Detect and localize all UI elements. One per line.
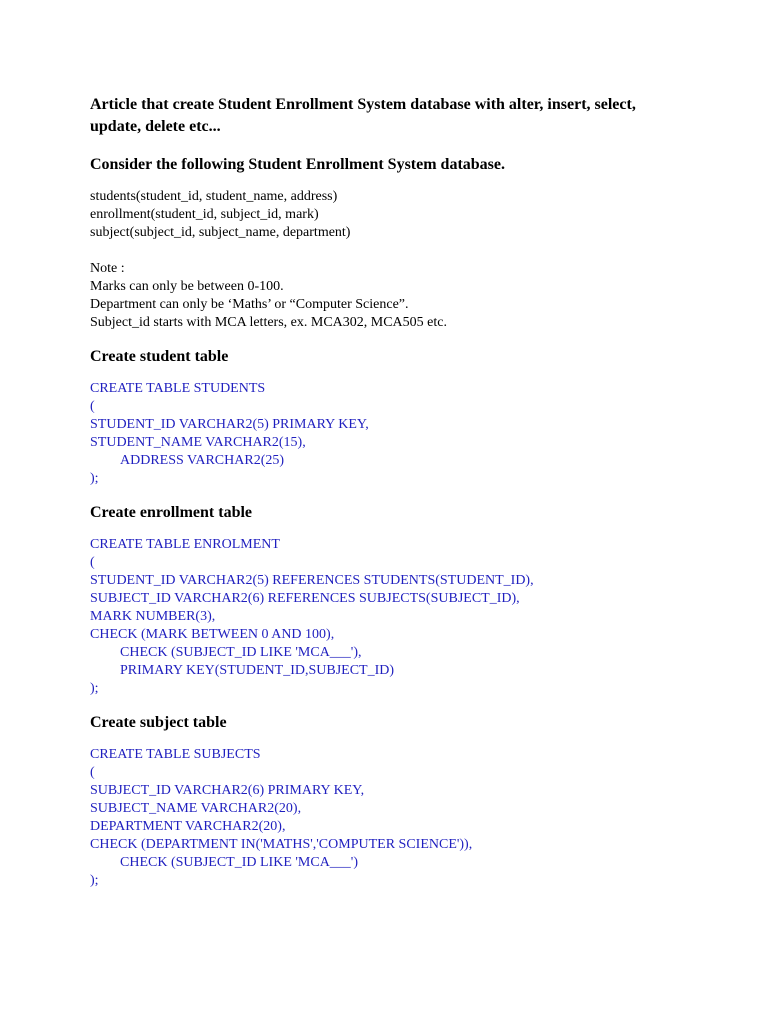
code-block-student [90, 380, 690, 488]
code-block-subject [90, 746, 690, 890]
code-line: CHECK (DEPARTMENT IN('MATHS','COMPUTER SCIENCE')), [90, 837, 473, 852]
code-line: DEPARTMENT VARCHAR2(20), [90, 819, 286, 834]
code-line: SUBJECT_ID VARCHAR2(6) PRIMARY KEY, [90, 783, 365, 798]
schema-line: subject(subject_id, subject_name, department) [90, 225, 351, 240]
note-line: Subject_id starts with MCA letters, ex. MCA302, MCA505 etc. [90, 315, 447, 330]
code-line: CHECK (SUBJECT_ID LIKE 'MCA___'), [120, 645, 362, 660]
code-line: ); [90, 681, 99, 696]
code-line: CHECK (MARK BETWEEN 0 AND 100), [90, 627, 335, 642]
schema-line: students(student_id, student_name, address) [90, 189, 338, 204]
note-line: Marks can only be between 0-100. [90, 279, 284, 294]
code-line: ); [90, 873, 99, 888]
intro-heading: Consider the following Student Enrollment System database. [90, 156, 505, 173]
code-block-enrollment [90, 536, 690, 698]
schema-line: enrollment(student_id, subject_id, mark) [90, 207, 319, 222]
code-line: CREATE TABLE STUDENTS [90, 381, 266, 396]
note-line: Department can only be ‘Maths’ or “Computer Science”. [90, 297, 409, 312]
code-line: PRIMARY KEY(STUDENT_ID,SUBJECT_ID) [120, 663, 395, 678]
code-line: ( [90, 399, 95, 414]
code-line: CREATE TABLE SUBJECTS [90, 747, 261, 762]
code-line: CHECK (SUBJECT_ID LIKE 'MCA___') [120, 855, 358, 870]
document-page [90, 94, 690, 890]
section-heading-enrollment: Create enrollment table [90, 504, 253, 521]
code-line: MARK NUMBER(3), [90, 609, 216, 624]
note-label: Note : [90, 261, 125, 276]
code-line: CREATE TABLE ENROLMENT [90, 537, 280, 552]
note-block [90, 260, 690, 332]
code-line: ( [90, 765, 95, 780]
code-line: ); [90, 471, 99, 486]
code-line: STUDENT_ID VARCHAR2(5) REFERENCES STUDENTS(STUDENT_ID), [90, 573, 534, 588]
schema-list [90, 188, 690, 242]
code-line: ADDRESS VARCHAR2(25) [120, 453, 285, 468]
code-line: ( [90, 555, 95, 570]
code-line: STUDENT_ID VARCHAR2(5) PRIMARY KEY, [90, 417, 369, 432]
section-heading-subject: Create subject table [90, 714, 227, 731]
section-heading-student: Create student table [90, 348, 229, 365]
code-line: SUBJECT_ID VARCHAR2(6) REFERENCES SUBJECTS(SUBJECT_ID), [90, 591, 520, 606]
code-line: SUBJECT_NAME VARCHAR2(20), [90, 801, 302, 816]
article-title: Article that create Student Enrollment System database with alter, insert, select, update, delete etc... [90, 96, 636, 135]
code-line: STUDENT_NAME VARCHAR2(15), [90, 435, 306, 450]
